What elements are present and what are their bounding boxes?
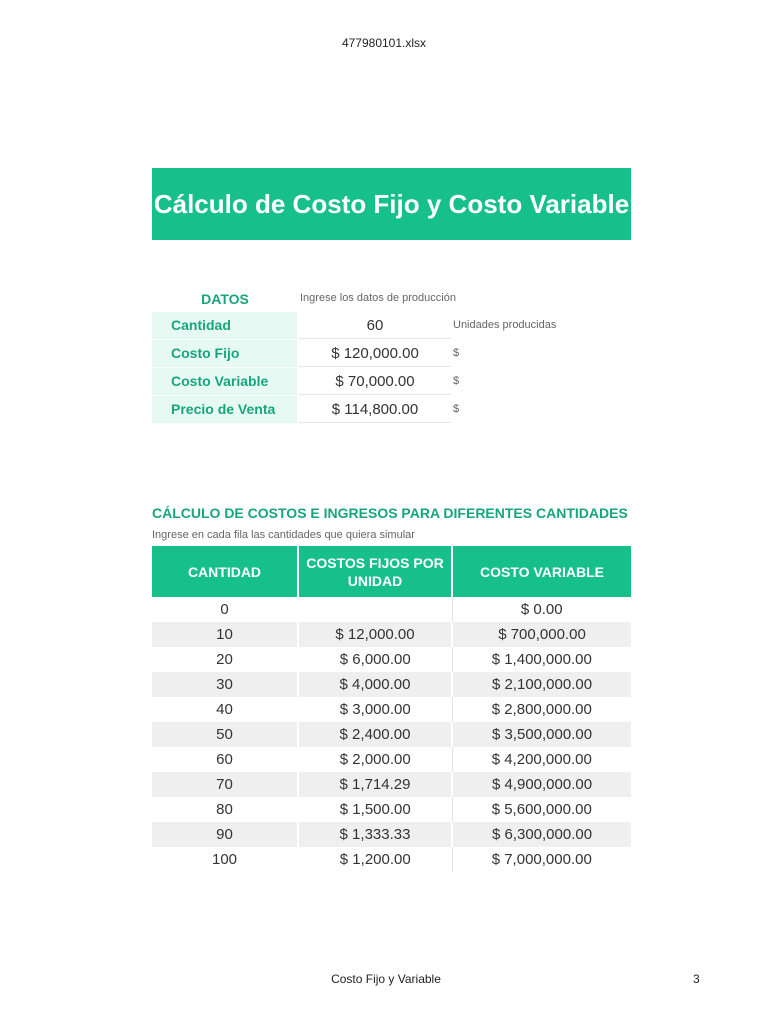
costo-fijo-unidad-cell: $ 2,000.00 [298, 747, 452, 772]
costo-fijo-unidad-cell: $ 1,500.00 [298, 797, 452, 822]
costo-variable-input[interactable]: $ 70,000.00 [299, 368, 451, 395]
datos-row-unit: Unidades producidas [453, 319, 557, 331]
costo-fijo-unidad-cell: $ 6,000.00 [298, 647, 452, 672]
costo-fijo-unidad-cell [298, 597, 452, 622]
cantidad-cell[interactable]: 0 [152, 597, 298, 622]
precio-venta-input[interactable]: $ 114,800.00 [299, 396, 451, 423]
datos-section [152, 286, 612, 424]
cantidad-cell[interactable]: 30 [152, 672, 298, 697]
header-costo-variable: COSTO VARIABLE [452, 546, 631, 597]
datos-hint: Ingrese los datos de producción [300, 292, 456, 304]
calc-section-title: CÁLCULO DE COSTOS E INGRESOS PARA DIFERENTES CANTIDADES [152, 505, 628, 521]
cantidad-cell[interactable]: 90 [152, 822, 298, 847]
table-row [152, 797, 631, 822]
cantidad-cell[interactable]: 100 [152, 847, 298, 872]
costo-variable-cell: $ 4,900,000.00 [452, 772, 631, 797]
costo-fijo-unidad-cell: $ 4,000.00 [298, 672, 452, 697]
page-title: Cálculo de Costo Fijo y Costo Variable [153, 188, 630, 219]
costo-variable-cell: $ 3,500,000.00 [452, 722, 631, 747]
datos-row-costo-fijo [152, 340, 612, 368]
datos-row-label: Costo Fijo [152, 340, 297, 367]
table-row [152, 822, 631, 847]
datos-row-unit: $ [453, 375, 460, 387]
costo-fijo-unidad-cell: $ 2,400.00 [298, 722, 452, 747]
cantidad-cell[interactable]: 70 [152, 772, 298, 797]
table-row [152, 722, 631, 747]
cantidad-cell[interactable]: 40 [152, 697, 298, 722]
cantidad-cell[interactable]: 50 [152, 722, 298, 747]
cantidad-cell[interactable]: 60 [152, 747, 298, 772]
page-number: 3 [693, 972, 700, 986]
costo-variable-cell: $ 2,800,000.00 [452, 697, 631, 722]
costs-table [152, 546, 631, 872]
calc-section-hint: Ingrese en cada fila las cantidades que quiera simular [152, 529, 415, 541]
costo-variable-cell: $ 5,600,000.00 [452, 797, 631, 822]
title-banner [152, 168, 631, 240]
table-row [152, 847, 631, 872]
costo-variable-cell: $ 4,200,000.00 [452, 747, 631, 772]
cantidad-cell[interactable]: 20 [152, 647, 298, 672]
table-row [152, 597, 631, 622]
file-name: 477980101.xlsx [341, 36, 427, 50]
header-cantidad: CANTIDAD [152, 546, 298, 597]
table-row [152, 747, 631, 772]
table-row [152, 772, 631, 797]
costo-fijo-unidad-cell: $ 1,200.00 [298, 847, 452, 872]
costo-fijo-unidad-cell: $ 12,000.00 [298, 622, 452, 647]
costo-fijo-unidad-cell: $ 1,714.29 [298, 772, 452, 797]
footer-sheet-name: Costo Fijo y Variable [331, 972, 441, 986]
costo-fijo-input[interactable]: $ 120,000.00 [299, 340, 451, 367]
cantidad-cell[interactable]: 80 [152, 797, 298, 822]
datos-row-precio-venta [152, 396, 612, 424]
datos-row-costo-variable [152, 368, 612, 396]
datos-row-cantidad [152, 312, 612, 340]
costo-variable-cell: $ 2,100,000.00 [452, 672, 631, 697]
table-row [152, 697, 631, 722]
cantidad-input[interactable]: 60 [299, 312, 451, 339]
table-row [152, 622, 631, 647]
costo-fijo-unidad-cell: $ 1,333.33 [298, 822, 452, 847]
costo-variable-cell: $ 6,300,000.00 [452, 822, 631, 847]
costo-variable-cell: $ 700,000.00 [452, 622, 631, 647]
table-row [152, 647, 631, 672]
costo-variable-cell: $ 1,400,000.00 [452, 647, 631, 672]
datos-row-label: Precio de Venta [152, 396, 297, 423]
table-row [152, 672, 631, 697]
datos-row-unit: $ [453, 347, 460, 359]
datos-row-label: Cantidad [152, 312, 297, 339]
header-costos-fijos-por-unidad: COSTOS FIJOS POR UNIDAD [298, 546, 452, 597]
datos-header [152, 286, 612, 312]
costo-fijo-unidad-cell: $ 3,000.00 [298, 697, 452, 722]
costo-variable-cell: $ 7,000,000.00 [452, 847, 631, 872]
cantidad-cell[interactable]: 10 [152, 622, 298, 647]
table-header-row [152, 546, 631, 597]
datos-row-unit: $ [453, 403, 460, 415]
datos-row-label: Costo Variable [152, 368, 297, 395]
costo-variable-cell: $ 0.00 [452, 597, 631, 622]
datos-label: DATOS [201, 291, 249, 307]
